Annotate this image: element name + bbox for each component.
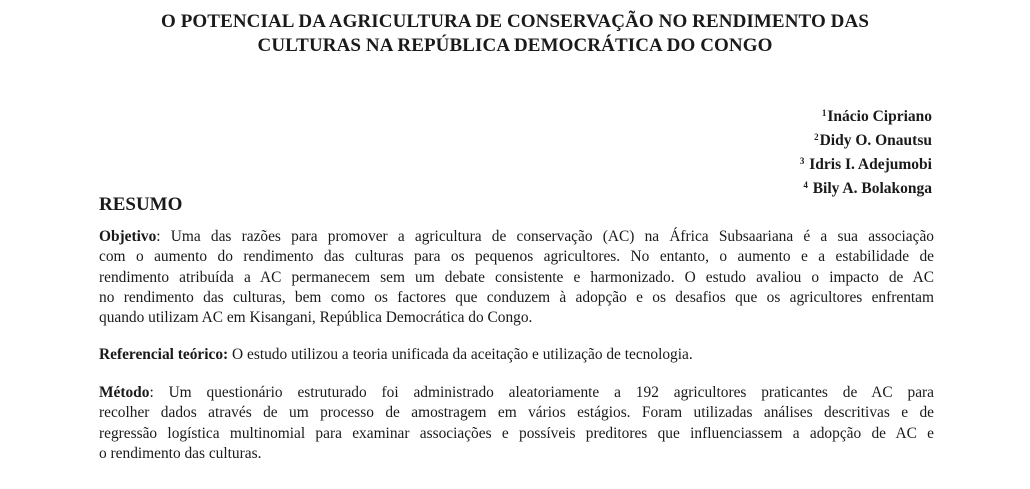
paragraph-line: o rendimento das culturas. bbox=[99, 444, 262, 462]
paper-title-line-1: O POTENCIAL DA AGRICULTURA DE CONSERVAÇÃO NO RENDIMENTO DAS bbox=[160, 11, 869, 32]
paragraph-line: rendimento atribuída a AC permanecem sem um debate consistente e harmonizado. O estudo avaliou o impacto de AC bbox=[99, 268, 934, 286]
author-list bbox=[800, 103, 932, 199]
author-affiliation-number: 2 bbox=[814, 132, 819, 142]
author-name: Didy O. Onautsu bbox=[819, 132, 932, 149]
author-affiliation-number: 3 bbox=[799, 156, 805, 166]
paragraph-line: Referencial teórico: O estudo utilizou a teoria unificada da aceitação e utilização de tecnologia. bbox=[99, 346, 693, 363]
paragraph-line: recolher dados através de um processo de amostragem em vários estágios. Foram utilizadas análises descritivas e de bbox=[99, 404, 934, 422]
objective-paragraph bbox=[99, 227, 934, 328]
author-affiliation-number: 1 bbox=[821, 108, 827, 118]
abstract-heading: RESUMO bbox=[99, 194, 183, 215]
author-name: Idris I. Adejumobi bbox=[805, 156, 932, 173]
paragraph-line: quando utilizam AC em Kisangani, República Democrática do Congo. bbox=[99, 309, 533, 327]
paragraph-line: Objetivo: Uma das razões para promover a agricultura de conservação (AC) na África Subsaariana é a sua associação bbox=[99, 228, 934, 245]
theoretical-framework-label: Referencial teórico: bbox=[99, 346, 229, 363]
author bbox=[800, 175, 932, 199]
paper-title-line-2: CULTURAS NA REPÚBLICA DEMOCRÁTICA DO CONGO bbox=[257, 35, 773, 56]
author-affiliation-number: 4 bbox=[803, 180, 808, 190]
author-name: Inácio Cipriano bbox=[827, 108, 932, 125]
method-paragraph bbox=[99, 383, 934, 464]
author-name: Bily A. Bolakonga bbox=[808, 180, 932, 197]
theoretical-framework-paragraph bbox=[99, 345, 934, 365]
author bbox=[800, 127, 932, 151]
author bbox=[800, 151, 932, 175]
paragraph-line: no rendimento das culturas, bem como os factores que conduzem à adopção e os desafios que os agricultores enfrentam bbox=[99, 288, 934, 306]
paragraph-line: com o aumento do rendimento das culturas para os pequenos agricultores. No entanto, o aumento e a estabilidade de bbox=[99, 248, 934, 266]
author bbox=[800, 103, 932, 127]
paragraph-line: regressão logística multinomial para examinar associações e possíveis preditores que influenciassem a adopção de AC e bbox=[99, 424, 934, 442]
method-label: Método bbox=[99, 384, 150, 401]
objective-label: Objetivo bbox=[99, 228, 157, 245]
paragraph-line: Método: Um questionário estruturado foi administrado aleatoriamente a 192 agricultores praticantes de AC para bbox=[99, 384, 934, 401]
